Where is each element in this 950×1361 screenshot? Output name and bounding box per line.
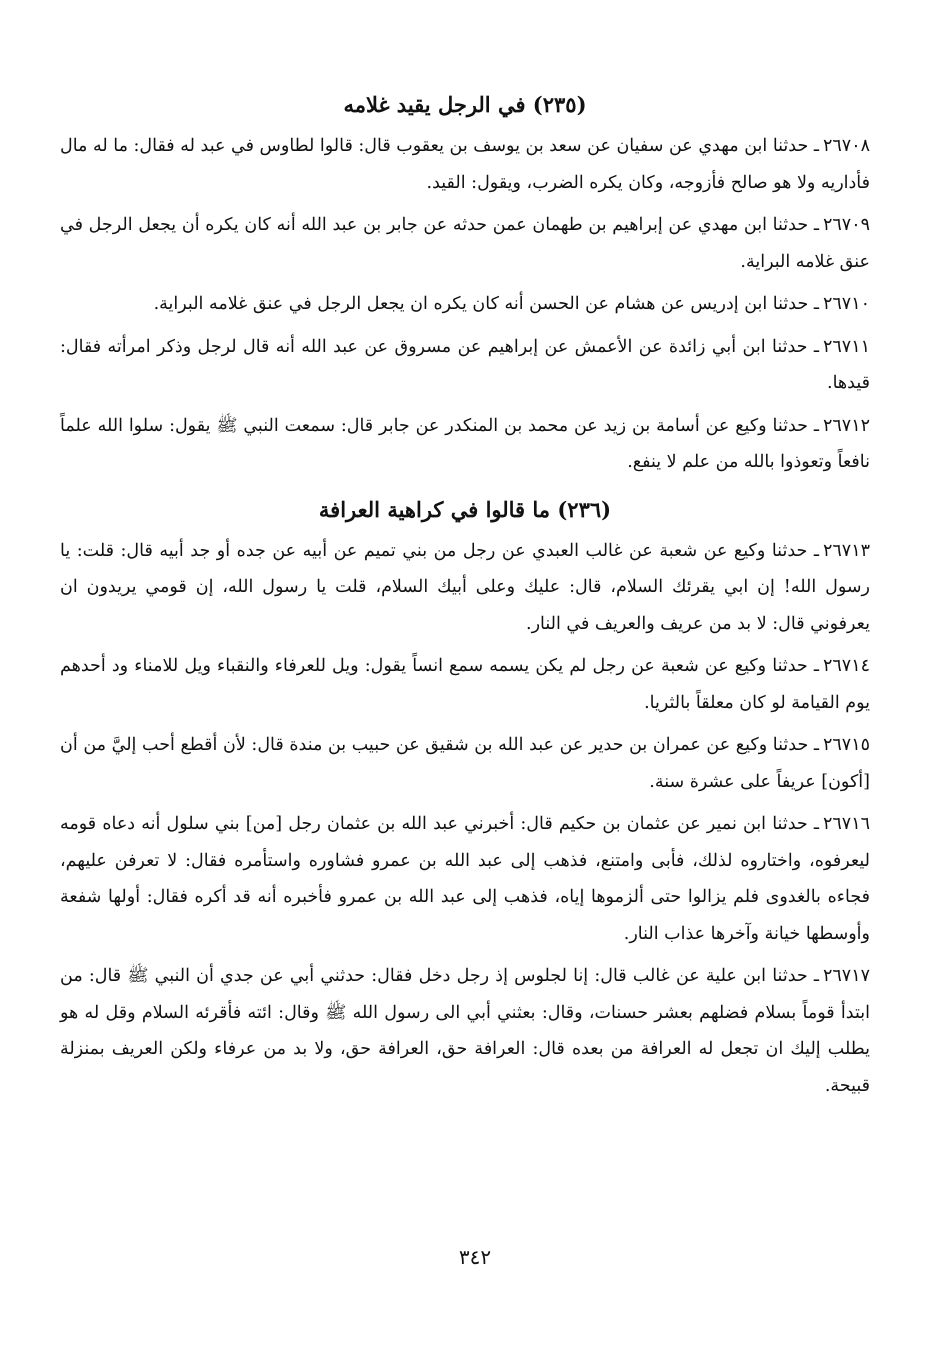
hadith-number: ٢٦٧١١ xyxy=(823,336,870,357)
hadith-number: ٢٦٧١٠ xyxy=(823,294,870,314)
hadith-number: ٢٦٧١٣ xyxy=(823,540,870,561)
hadith-text: ـ حدثنا وكيع عن شعبة عن رجل لم يكن يسمه سمع انساً يقول: ويل للعرفاء والنقباء ويل للامناء ود أحدهم يوم القيامة لو كان معلقاً بالثريا. xyxy=(60,656,870,713)
hadith-text: ـ حدثنا ابن أبي زائدة عن الأعمش عن إبراهيم عن مسروق عن عبد الله أنه قال لرجل وذكر امرأته فقال: قيدها. xyxy=(60,336,870,393)
hadith-text: ـ حدثنا وكيع عن عمران بن حدير عن عبد الله بن شقيق عن حبيب بن مندة قال: لأن أقطع أحب إليَّ من أن [أكون] عريفاً على عشرة سنة. xyxy=(60,735,870,792)
hadith-entry xyxy=(60,806,870,952)
page-number: ٣٤٢ xyxy=(458,1245,492,1269)
hadith-entry xyxy=(60,207,870,280)
hadith-number: ٢٦٧١٧ xyxy=(823,966,870,986)
hadith-number: ٢٦٧١٦ xyxy=(823,814,870,834)
hadith-text: ـ حدثنا ابن إدريس عن هشام عن الحسن أنه كان يكره ان يجعل الرجل في عنق غلامه البراية. xyxy=(153,294,819,314)
hadith-text: ـ حدثنا ابن مهدي عن سفيان عن سعد بن يوسف بن يعقوب قال: قالوا لطاوس في عبد له فقال: ما له مال فأداريه ولا هو صالح فأزوجه، وكان يكره الضرب، ويقول: القيد. xyxy=(59,136,870,193)
hadith-entry xyxy=(60,329,870,402)
hadith-entry xyxy=(60,958,870,1104)
hadith-number: ٢٦٧٠٩ xyxy=(823,215,870,235)
hadith-text: ـ حدثنا وكيع عن أسامة بن زيد عن محمد بن المنكدر عن جابر قال: سمعت النبي ﷺ يقول: سلوا الله علماً نافعاً وتعوذوا بالله من علم لا ينفع. xyxy=(60,415,870,472)
document-page xyxy=(60,86,870,1110)
hadith-entry xyxy=(60,533,870,643)
section-title: (٢٣٦) ما قالوا في كراهية العرافة xyxy=(318,496,612,522)
hadith-number: ٢٦٧٠٨ xyxy=(823,136,870,156)
hadith-number: ٢٦٧١٥ xyxy=(823,735,870,755)
section-title: (٢٣٥) في الرجل يقيد غلامه xyxy=(343,92,587,117)
hadith-entry xyxy=(60,286,870,323)
hadith-entry xyxy=(60,727,870,800)
hadith-entry xyxy=(60,648,870,721)
hadith-text: ـ حدثنا ابن نمير عن عثمان بن حكيم قال: أخبرني عبد الله بن عثمان رجل [من] بني سلول أنه دعاه قومه ليعرفوه، واختاروه لذلك، فأبى وامتنع، فذهب إلى عبد الله بن عمرو فشاوره واستأمره فقال: لا تعرفن عليهم، فجاءه بالغدوى فلم يزالوا حتى ألزموها إياه، فذهب إلى عبد الله بن عمرو فأخبره أنه قد أكره فقال: أولها شفعة وأوسطها خيانة وآخرها عذاب النار. xyxy=(60,814,870,944)
hadith-text: ـ حدثنا ابن علية عن غالب قال: إنا لجلوس إذ رجل دخل فقال: حدثني أبي عن جدي أن النبي ﷺ قال: من ابتدأ قوماً بسلام فضلهم بعشر حسنات، وقال: بعثني أبي الى رسول الله ﷺ وقال: ائته فأقرئه السلام وقل له هو يطلب إليك ان تجعل له العرافة من بعده قال: العرافة حق، العرافة حق، ولا بد من عرفاء ولكن العريف بمنزلة قبيحة. xyxy=(60,966,870,1096)
hadith-text: ـ حدثنا وكيع عن شعبة عن غالب العبدي عن رجل من بني تميم عن أبيه عن جده أو جد أبيه قال: قلت: يا رسول الله! إن ابي يقرئك السلام، قال: عليك وعلى أبيك السلام، قلت يا رسول الله، إن قومي يريدون ان يعرفوني قال: لا بد من عريف والعريف في النار. xyxy=(60,540,870,634)
hadith-number: ٢٦٧١٤ xyxy=(823,656,870,676)
hadith-text: ـ حدثنا ابن مهدي عن إبراهيم بن طهمان عمن حدثه عن جابر بن عبد الله أنه كان يكره أن يجعل الرجل في عنق غلامه البراية. xyxy=(60,215,870,272)
hadith-entry xyxy=(60,128,870,201)
hadith-entry xyxy=(60,408,870,481)
hadith-number: ٢٦٧١٢ xyxy=(823,415,870,436)
